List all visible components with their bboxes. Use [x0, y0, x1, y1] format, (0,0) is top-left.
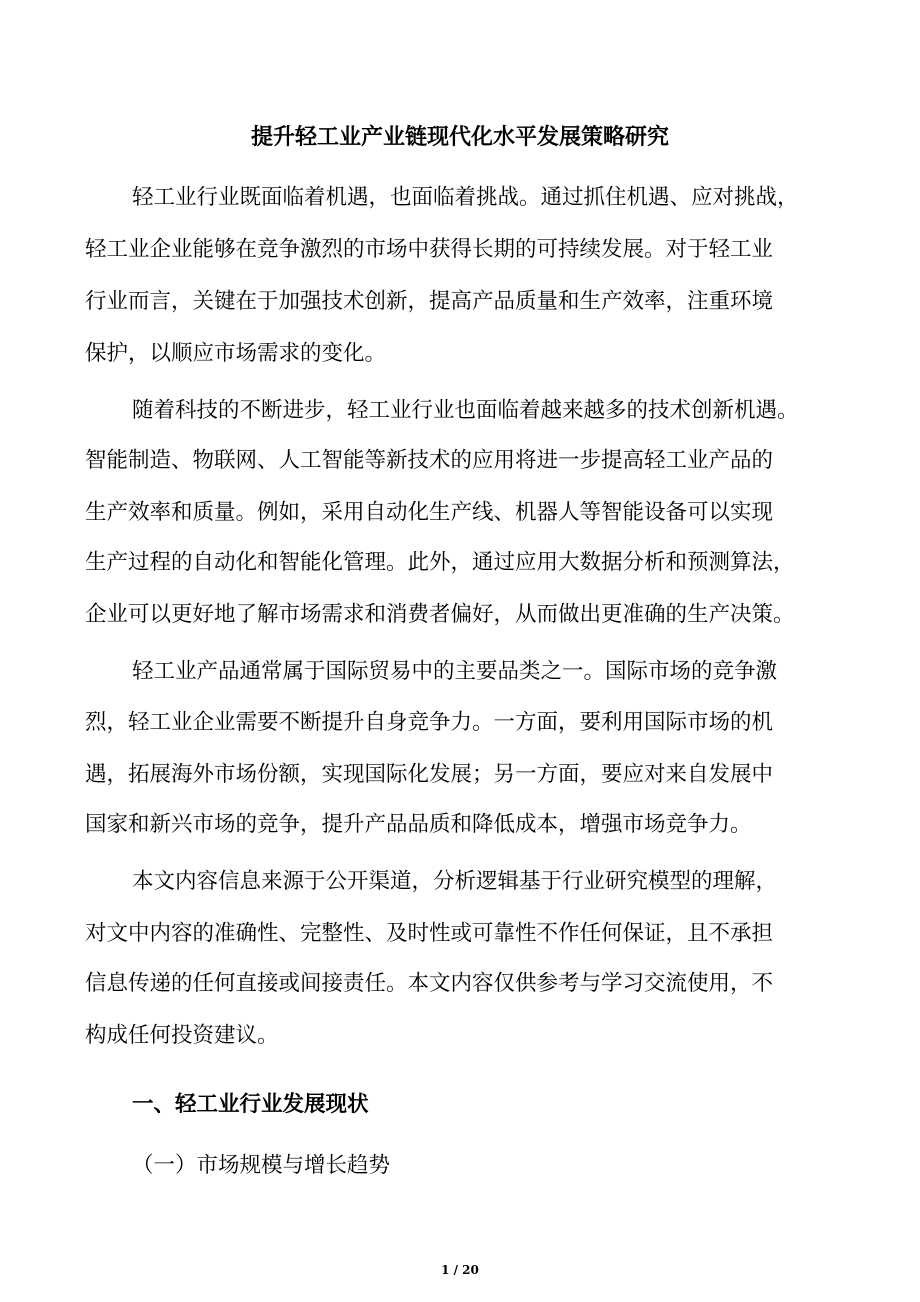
paragraph-line: 企业可以更好地了解市场需求和消费者偏好，从而做出更准确的生产决策。: [85, 602, 795, 627]
paragraph-line: 国家和新兴市场的竞争，提升产品品质和降低成本，增强市场竞争力。: [85, 812, 752, 837]
page-number: 1 / 20: [441, 1263, 479, 1277]
paragraph-line: 行业而言，关键在于加强技术创新，提高产品质量和生产效率，注重环境: [85, 289, 774, 314]
paragraph-line: 保护，以顺应市场需求的变化。: [85, 341, 387, 366]
paragraph-line: 轻工业产品通常属于国际贸易中的主要品类之一。国际市场的竞争激: [132, 659, 778, 684]
paragraph-line: 信息传递的任何直接或间接责任。本文内容仅供参考与学习交流使用，不: [85, 971, 774, 996]
paragraph-line: 构成任何投资建议。: [85, 1023, 279, 1048]
paragraph-line: 生产效率和质量。例如，采用自动化生产线、机器人等智能设备可以实现: [85, 500, 774, 525]
paragraph-line: 随着科技的不断进步，轻工业行业也面临着越来越多的技术创新机遇。: [132, 398, 799, 423]
subsection-heading: （一）市场规模与增长趋势: [132, 1153, 391, 1178]
paragraph-line: 轻工业行业既面临着机遇，也面临着挑战。通过抓住机遇、应对挑战，: [132, 185, 799, 210]
paragraph-line: 生产过程的自动化和智能化管理。此外，通过应用大数据分析和预测算法，: [85, 550, 795, 575]
document-title: 提升轻工业产业链现代化水平发展策略研究: [250, 125, 669, 150]
paragraph-line: 轻工业企业能够在竞争激烈的市场中获得长期的可持续发展。对于轻工业: [85, 237, 774, 262]
paragraph-line: 对文中内容的准确性、完整性、及时性或可靠性不作任何保证，且不承担: [85, 921, 774, 946]
paragraph-line: 烈，轻工业企业需要不断提升自身竞争力。一方面，要利用国际市场的机: [85, 710, 774, 735]
paragraph-line: 本文内容信息来源于公开渠道，分析逻辑基于行业研究模型的理解，: [132, 869, 778, 894]
paragraph-line: 智能制造、物联网、人工智能等新技术的应用将进一步提高轻工业产品的: [85, 448, 774, 473]
section-heading: 一、轻工业行业发展现状: [132, 1092, 369, 1117]
paragraph-line: 遇，拓展海外市场份额，实现国际化发展；另一方面，要应对来自发展中: [85, 762, 774, 787]
